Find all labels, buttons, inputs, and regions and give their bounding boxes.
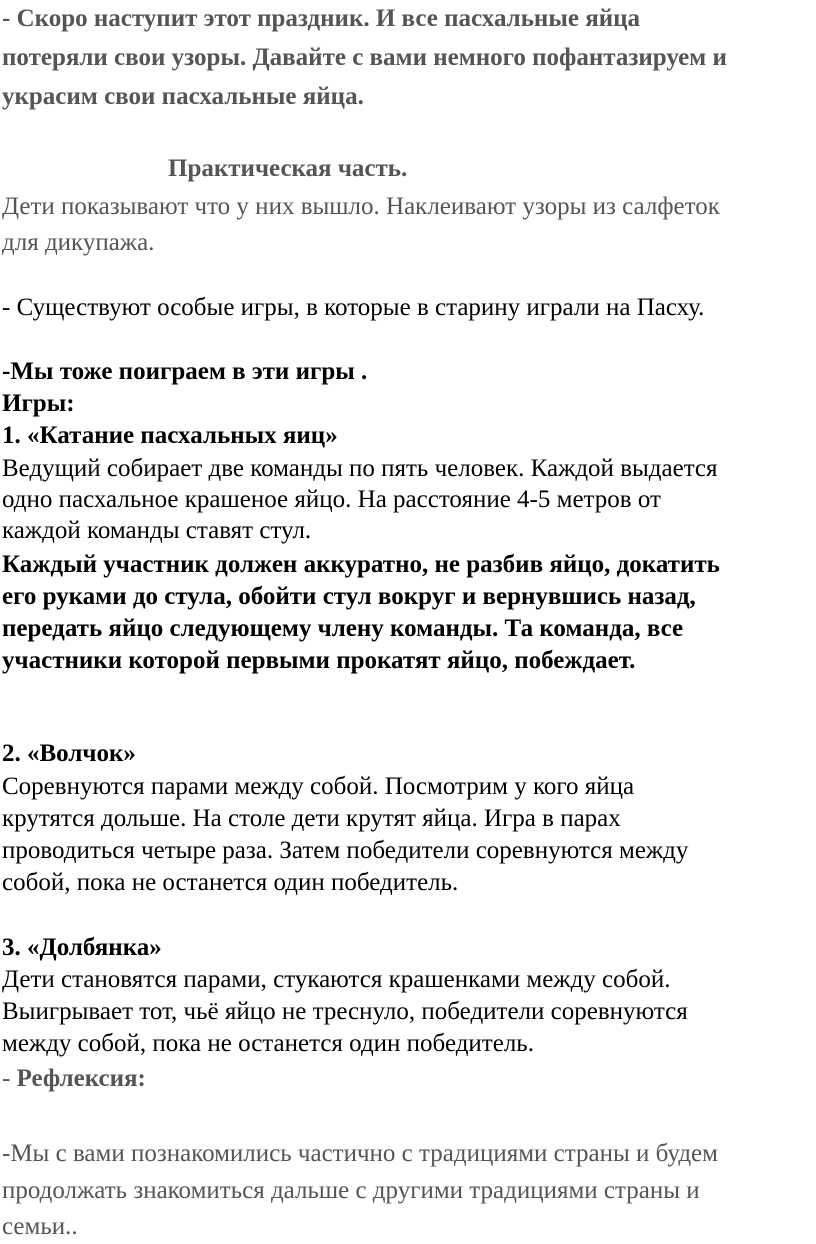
game2-line-1: Соревнуются парами между собой. Посмотрим у кого яйца — [2, 773, 635, 800]
reflection-dash: - — [2, 1065, 17, 1092]
game1-line-3: каждой команды ставят стул. — [2, 517, 312, 544]
game3-line-2: Выигрывает тот, чьё яйцо не треснуло, победители соревнуются — [2, 998, 688, 1025]
reflection-heading: Рефлексия: — [16, 1065, 146, 1092]
special-games-line: - Существуют особые игры, в которые в старину играли на Пасху. — [2, 294, 705, 321]
reflection-line-1: -Мы с вами познакомились частично с традициями страны и будем — [2, 1140, 718, 1167]
games-heading: Игры: — [2, 390, 75, 417]
game1-line-2: одно пасхальное крашеное яйцо. На расстояние 4-5 метров от — [2, 486, 661, 513]
game1-rules-line-3: передать яйцо следующему члену команды. Та команда, все — [2, 615, 684, 642]
practical-line-2: для дикупажа. — [2, 229, 155, 256]
intro-line-1: - Скоро наступит этот праздник. И все пасхальные яйца — [2, 5, 641, 32]
game2-line-4: собой, пока не останется один победитель. — [2, 869, 459, 896]
game2-line-3: проводиться четыре раза. Затем победители соревнуются между — [2, 837, 689, 864]
practical-line-1: Дети показывают что у них вышло. Наклеивают узоры из салфеток — [2, 193, 720, 220]
game1-rules-line-1: Каждый участник должен аккуратно, не разбив яйцо, докатить — [2, 551, 720, 578]
game1-line-1: Ведущий собирает две команды по пять человек. Каждой выдается — [2, 455, 718, 482]
reflection-heading-line — [2, 1064, 146, 1094]
game2-title: 2. «Волчок» — [2, 740, 136, 767]
reflection-line-3: семьи.. — [2, 1213, 78, 1240]
practical-heading: Практическая часть. — [168, 155, 408, 182]
intro-line-3: украсим свои пасхальные яйца. — [2, 83, 364, 110]
game1-rules-line-4: участники которой первыми прокатят яйцо, побеждает. — [2, 647, 636, 674]
game2-line-2: крутятся дольше. На столе дети крутят яйца. Игра в парах — [2, 805, 621, 832]
game1-title: 1. «Катание пасхальных яиц» — [2, 422, 338, 449]
game3-line-1: Дети становятся парами, стукаются крашенками между собой. — [2, 966, 671, 993]
reflection-line-2: продолжать знакомиться дальше с другими традициями страны и — [2, 1177, 700, 1204]
game3-line-3: между собой, пока не останется один победитель. — [2, 1030, 534, 1057]
games-intro-line: -Мы тоже поиграем в эти игры . — [2, 358, 368, 385]
intro-line-2: потеряли свои узоры. Давайте с вами немного пофантазируем и — [2, 44, 727, 71]
game1-rules-line-2: его руками до стула, обойти стул вокруг и вернувшись назад, — [2, 583, 696, 610]
game3-title: 3. «Долбянка» — [2, 934, 162, 961]
